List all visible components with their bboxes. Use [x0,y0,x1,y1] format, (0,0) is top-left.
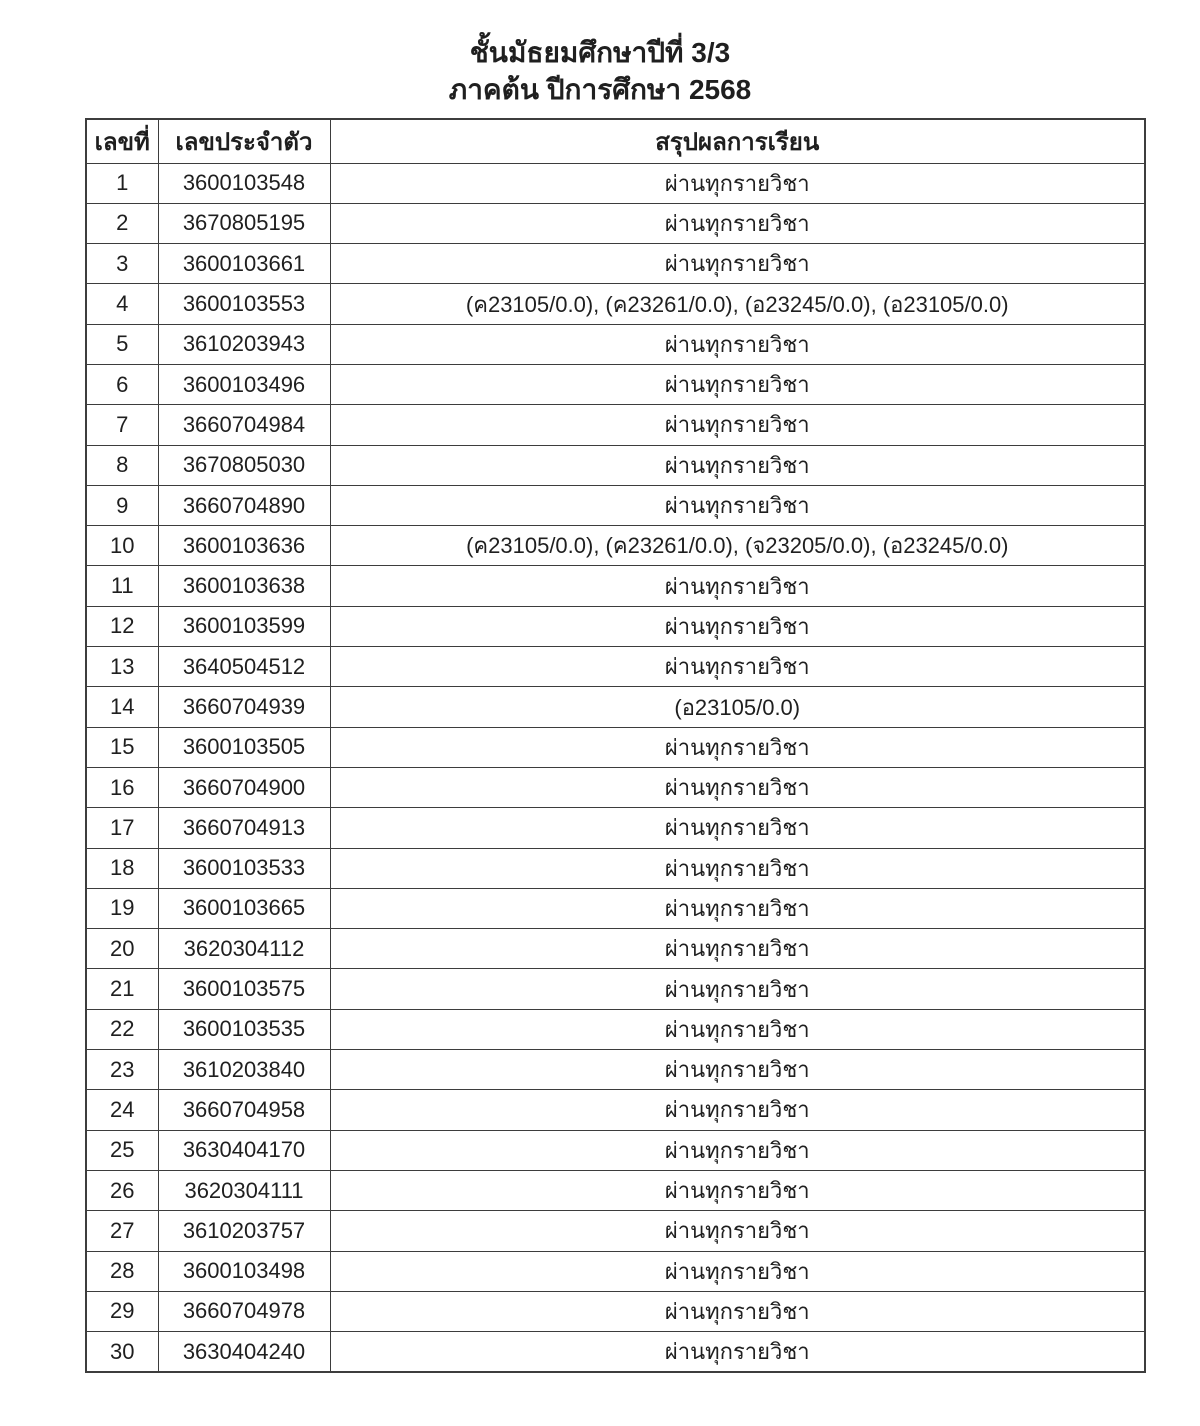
result-cell: (อ23105/0.0) [330,687,1145,727]
student-id-cell: 3660704939 [158,687,330,727]
row-number-cell: 17 [86,808,158,848]
table-row [86,526,1145,566]
student-id-cell: 3670805030 [158,445,330,485]
row-number-cell: 13 [86,647,158,687]
row-number-cell: 9 [86,485,158,525]
result-cell: ผ่านทุกรายวิชา [330,445,1145,485]
table-row [86,244,1145,284]
row-number-cell: 10 [86,526,158,566]
table-row [86,808,1145,848]
column-header-student-id: เลขประจำตัว [158,119,330,163]
result-cell: ผ่านทุกรายวิชา [330,324,1145,364]
student-id-cell: 3670805195 [158,203,330,243]
column-header-no: เลขที่ [86,119,158,163]
row-number-cell: 30 [86,1332,158,1372]
result-cell: ผ่านทุกรายวิชา [330,848,1145,888]
row-number-cell: 1 [86,163,158,203]
column-header-result: สรุปผลการเรียน [330,119,1145,163]
result-cell: ผ่านทุกรายวิชา [330,1251,1145,1291]
row-number-cell: 8 [86,445,158,485]
row-number-cell: 4 [86,284,158,324]
student-id-cell: 3660704978 [158,1291,330,1331]
result-cell: ผ่านทุกรายวิชา [330,244,1145,284]
student-id-cell: 3600103535 [158,1009,330,1049]
student-id-cell: 3600103496 [158,364,330,404]
student-id-cell: 3640504512 [158,647,330,687]
result-cell: ผ่านทุกรายวิชา [330,203,1145,243]
student-id-cell: 3610203840 [158,1050,330,1090]
table-row [86,1090,1145,1130]
table-row [86,647,1145,687]
table-row [86,1050,1145,1090]
student-id-cell: 3610203943 [158,324,330,364]
result-cell: ผ่านทุกรายวิชา [330,405,1145,445]
row-number-cell: 19 [86,888,158,928]
row-number-cell: 21 [86,969,158,1009]
row-number-cell: 11 [86,566,158,606]
result-cell: ผ่านทุกรายวิชา [330,647,1145,687]
table-row [86,1211,1145,1251]
row-number-cell: 20 [86,929,158,969]
table-row [86,405,1145,445]
table-body [86,163,1145,1372]
row-number-cell: 14 [86,687,158,727]
result-cell: ผ่านทุกรายวิชา [330,1291,1145,1331]
row-number-cell: 27 [86,1211,158,1251]
student-id-cell: 3660704984 [158,405,330,445]
row-number-cell: 7 [86,405,158,445]
student-id-cell: 3660704958 [158,1090,330,1130]
table-row [86,767,1145,807]
result-cell: ผ่านทุกรายวิชา [330,606,1145,646]
table-row [86,566,1145,606]
row-number-cell: 15 [86,727,158,767]
table-row [86,284,1145,324]
result-cell: ผ่านทุกรายวิชา [330,1130,1145,1170]
table-row [86,364,1145,404]
table-row [86,929,1145,969]
result-cell: ผ่านทุกรายวิชา [330,1090,1145,1130]
student-id-cell: 3620304112 [158,929,330,969]
table-row [86,1009,1145,1049]
row-number-cell: 6 [86,364,158,404]
row-number-cell: 12 [86,606,158,646]
result-cell: ผ่านทุกรายวิชา [330,1170,1145,1210]
student-id-cell: 3600103548 [158,163,330,203]
row-number-cell: 24 [86,1090,158,1130]
result-cell: ผ่านทุกรายวิชา [330,485,1145,525]
student-id-cell: 3600103661 [158,244,330,284]
student-id-cell: 3600103505 [158,727,330,767]
table-row [86,1251,1145,1291]
row-number-cell: 18 [86,848,158,888]
table-header-row [86,119,1145,163]
student-id-cell: 3660704913 [158,808,330,848]
result-cell: (ค23105/0.0), (ค23261/0.0), (อ23245/0.0), (อ23105/0.0) [330,284,1145,324]
result-cell: ผ่านทุกรายวิชา [330,808,1145,848]
result-cell: ผ่านทุกรายวิชา [330,767,1145,807]
table-row [86,888,1145,928]
table-row [86,445,1145,485]
result-cell: ผ่านทุกรายวิชา [330,1009,1145,1049]
student-id-cell: 3600103498 [158,1251,330,1291]
result-cell: ผ่านทุกรายวิชา [330,1211,1145,1251]
row-number-cell: 26 [86,1170,158,1210]
table-row [86,727,1145,767]
student-id-cell: 3660704900 [158,767,330,807]
table-row [86,203,1145,243]
student-id-cell: 3620304111 [158,1170,330,1210]
result-cell: (ค23105/0.0), (ค23261/0.0), (จ23205/0.0), (อ23245/0.0) [330,526,1145,566]
table-row [86,1291,1145,1331]
table-row [86,1130,1145,1170]
student-id-cell: 3600103599 [158,606,330,646]
student-id-cell: 3600103575 [158,969,330,1009]
row-number-cell: 23 [86,1050,158,1090]
result-cell: ผ่านทุกรายวิชา [330,163,1145,203]
results-table [85,118,1146,1373]
table-row [86,606,1145,646]
student-id-cell: 3600103636 [158,526,330,566]
result-cell: ผ่านทุกรายวิชา [330,364,1145,404]
table-row [86,324,1145,364]
result-cell: ผ่านทุกรายวิชา [330,566,1145,606]
student-id-cell: 3630404240 [158,1332,330,1372]
row-number-cell: 28 [86,1251,158,1291]
table-row [86,1332,1145,1372]
student-id-cell: 3610203757 [158,1211,330,1251]
result-cell: ผ่านทุกรายวิชา [330,1050,1145,1090]
result-cell: ผ่านทุกรายวิชา [330,727,1145,767]
table-row [86,687,1145,727]
table-row [86,969,1145,1009]
row-number-cell: 22 [86,1009,158,1049]
row-number-cell: 16 [86,767,158,807]
table-row [86,485,1145,525]
result-cell: ผ่านทุกรายวิชา [330,929,1145,969]
student-id-cell: 3600103553 [158,284,330,324]
row-number-cell: 3 [86,244,158,284]
page-subtitle: ภาคต้น ปีการศึกษา 2568 [448,74,752,105]
student-id-cell: 3630404170 [158,1130,330,1170]
table-row [86,848,1145,888]
row-number-cell: 29 [86,1291,158,1331]
row-number-cell: 5 [86,324,158,364]
table-row [86,1170,1145,1210]
row-number-cell: 2 [86,203,158,243]
document-page [0,34,1200,1426]
table-row [86,163,1145,203]
row-number-cell: 25 [86,1130,158,1170]
student-id-cell: 3600103638 [158,566,330,606]
student-id-cell: 3600103665 [158,888,330,928]
result-cell: ผ่านทุกรายวิชา [330,1332,1145,1372]
result-cell: ผ่านทุกรายวิชา [330,969,1145,1009]
student-id-cell: 3660704890 [158,485,330,525]
student-id-cell: 3600103533 [158,848,330,888]
page-title: ชั้นมัธยมศึกษาปีที่ 3/3 [469,37,731,68]
result-cell: ผ่านทุกรายวิชา [330,888,1145,928]
